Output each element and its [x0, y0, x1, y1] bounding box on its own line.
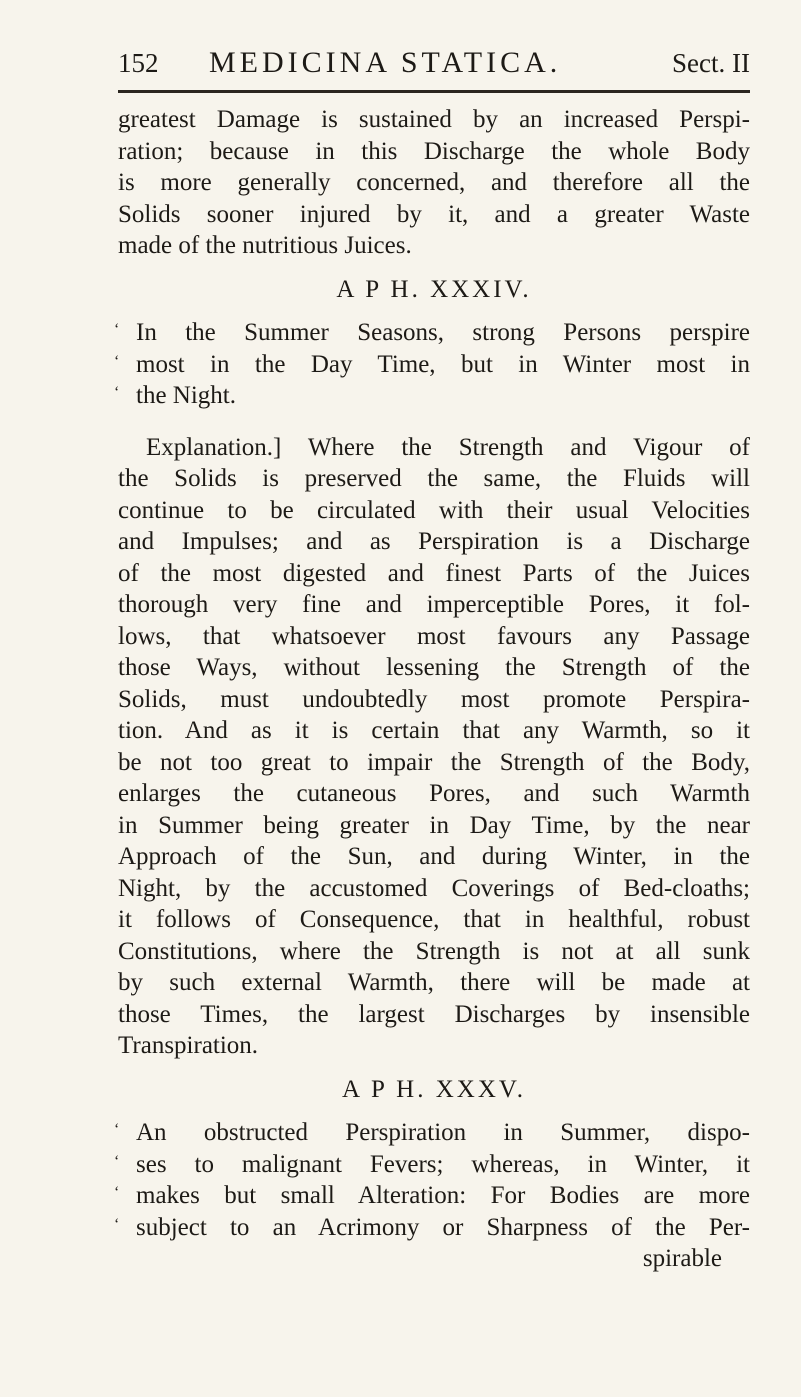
text-line: enlarges the cutaneous Pores, and such Warmth	[118, 780, 750, 807]
text-line: the Solids is preserved the same, the Fluids will	[118, 465, 750, 492]
aphorism-line	[114, 1117, 750, 1149]
quote-mark: ‘	[114, 352, 120, 370]
aphorism-line	[114, 1149, 750, 1181]
aphorism-line	[114, 1180, 750, 1212]
text-line: by such external Warmth, there will be made at	[118, 969, 750, 996]
aphorism-heading-34: A P H. XXXIV.	[336, 275, 532, 303]
quote-mark: ‘	[114, 1215, 120, 1233]
text-line: Constitutions, where the Strength is not at all sunk	[118, 937, 750, 965]
aphorism-line	[114, 380, 750, 412]
text-line: those Ways, without lessening the Strength of the	[118, 654, 750, 681]
aphorism-text: most in the Day Time, but in Winter most in	[136, 350, 750, 378]
aphorism-text: In the Summer Seasons, strong Persons perspire	[136, 319, 750, 346]
running-title: MEDICINA STATICA.	[209, 46, 562, 79]
aphorism-line	[114, 349, 750, 381]
text-line: greatest Damage is sustained by an increased Perspi-	[118, 106, 750, 133]
text-line: Night, by the accustomed Coverings of Bed-cloaths;	[118, 874, 750, 902]
text-line: it follows of Consequence, that in healthful, robust	[118, 906, 750, 933]
page-number: 152	[118, 48, 159, 78]
text-line: is more generally concerned, and therefore all the	[118, 169, 750, 196]
text-line: made of the nutritious Juices.	[118, 232, 412, 259]
quote-mark: ‘	[114, 1152, 120, 1170]
text-line: those Times, the largest Discharges by insensible	[118, 1000, 750, 1028]
quote-mark: ‘	[114, 321, 120, 338]
text-line: tion. And as it is certain that any Warmth, so it	[118, 717, 750, 744]
aphorism-text: the Night.	[136, 382, 236, 409]
quote-mark: ‘	[114, 1184, 120, 1201]
quote-mark: ‘	[114, 384, 120, 401]
text-line: lows, that whatsoever most favours any Passage	[118, 622, 750, 650]
text-line: be not too great to impair the Strength of the Body,	[118, 748, 750, 776]
text-line: of the most digested and finest Parts of the Juices	[118, 559, 750, 587]
aphorism-text: An obstructed Perspiration in Summer, dispo-	[136, 1119, 750, 1146]
explanation-line: Explanation.] Where the Strength and Vigour of	[146, 433, 750, 461]
quote-mark: ‘	[114, 1121, 120, 1138]
text-line: Approach of the Sun, and during Winter, in the	[118, 843, 750, 870]
text-line: thorough very fine and imperceptible Pores, it fol-	[118, 591, 750, 618]
body-text	[114, 104, 750, 1275]
text-line: and Impulses; and as Perspiration is a Discharge	[118, 528, 750, 555]
text-line: Solids, must undoubtedly most promote Perspira-	[118, 685, 750, 713]
text-line: Transpiration.	[118, 1032, 259, 1059]
text-line: ration; because in this Discharge the whole Body	[118, 137, 750, 165]
text-line: continue to be circulated with their usual Velocities	[118, 496, 750, 524]
section-label: Sect. II	[672, 48, 750, 78]
aphorism-text: ses to malignant Fevers; whereas, in Winter, it	[136, 1150, 750, 1178]
catchword: spirable	[642, 1245, 722, 1272]
running-header	[118, 46, 750, 88]
aphorism-heading-35: A P H. XXXV.	[342, 1075, 526, 1103]
aphorism-text: makes but small Alteration: For Bodies are more	[136, 1182, 750, 1209]
aphorism-line	[114, 317, 750, 349]
header-rule	[118, 90, 750, 93]
text-line: in Summer being greater in Day Time, by the near	[118, 811, 750, 839]
aphorism-text: subject to an Acrimony or Sharpness of the Per-	[136, 1213, 750, 1241]
text-line: Solids sooner injured by it, and a greater Waste	[118, 200, 750, 228]
aphorism-line	[114, 1212, 750, 1244]
